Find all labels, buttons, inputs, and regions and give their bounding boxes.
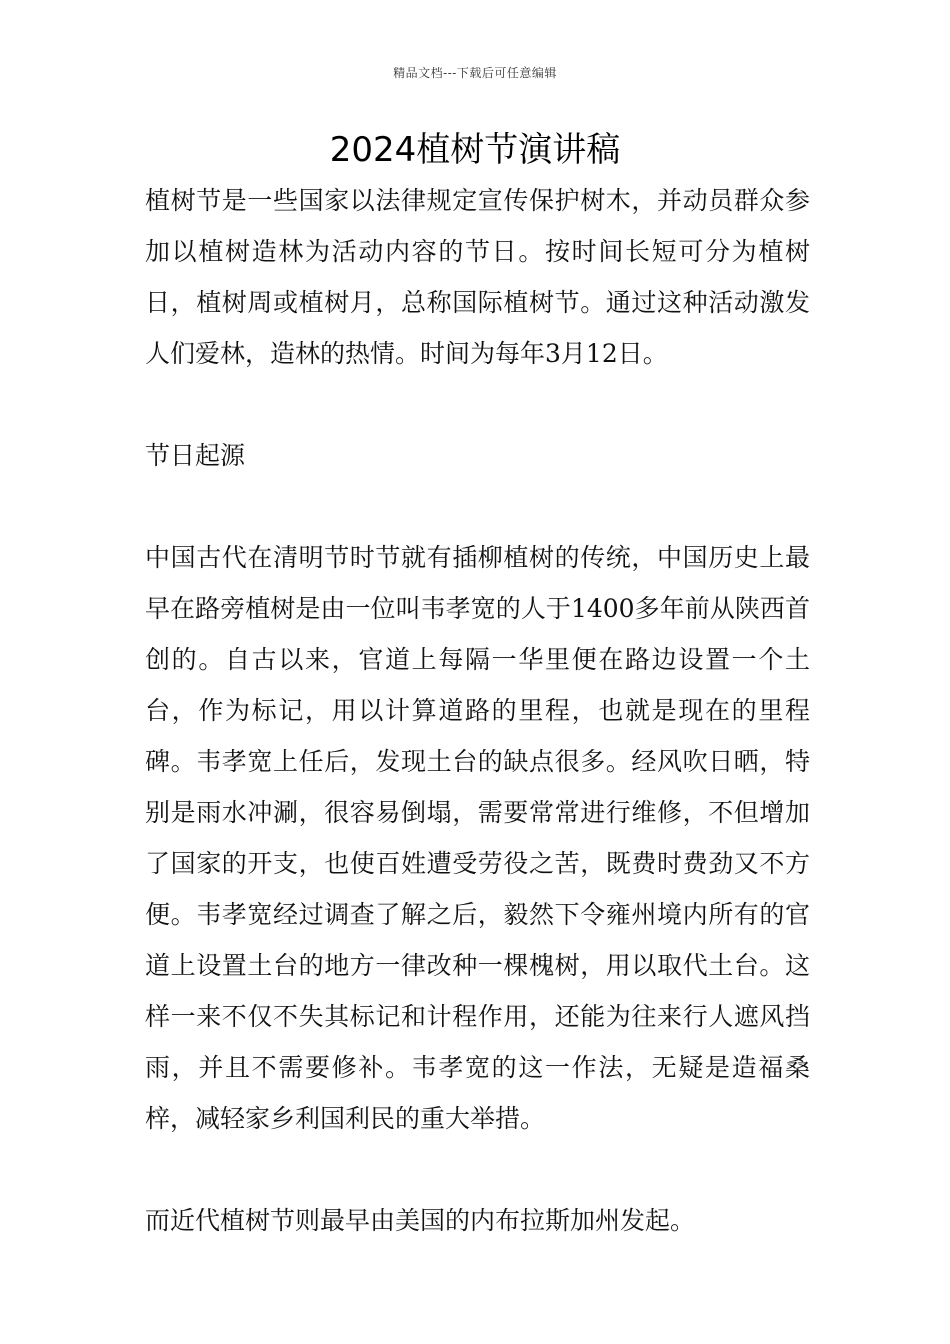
document-title: 2024植树节演讲稿	[329, 130, 621, 170]
header-note: 精品文档---下载后可任意编辑	[393, 66, 557, 80]
modern-paragraph: 而近代植树节则最早由美国的内布拉斯加州发起。	[145, 1206, 696, 1235]
intro-paragraph: 植树节是一些国家以法律规定宣传保护树木，并动员群众参加以植树造林为活动内容的节日。按时间长短可分为植树日，植树周或植树月，总称国际植树节。通过这种活动激发人们爱林，造林的热情。时间为每年3月12日。	[145, 186, 810, 368]
history-paragraph: 中国古代在清明节时节就有插柳植树的传统，中国历史上最早在路旁植树是由一位叫韦孝宽的人于1400多年前从陕西首创的。自古以来，官道上每隔一华里便在路边设置一个土台，作为标记，用以计算道路的里程，也就是现在的里程碑。韦孝宽上任后，发现土台的缺点很多。经风吹日晒，特别是雨水冲涮，很容易倒塌，需要常常进行维修，不但增加了国家的开支，也使百姓遭受劳役之苦，既费时费劲又不方便。韦孝宽经过调查了解之后，毅然下令雍州境内所有的官道上设置土台的地方一律改种一棵槐树，用以取代土台。这样一来不仅不失其标记和计程作用，还能为往来行人遮风挡雨，并且不需要修补。韦孝宽的这一作法，无疑是造福桑梓，减轻家乡利国利民的重大举措。	[145, 543, 810, 1133]
section-heading-origin: 节日起源	[145, 441, 246, 470]
document-body	[145, 175, 810, 1246]
